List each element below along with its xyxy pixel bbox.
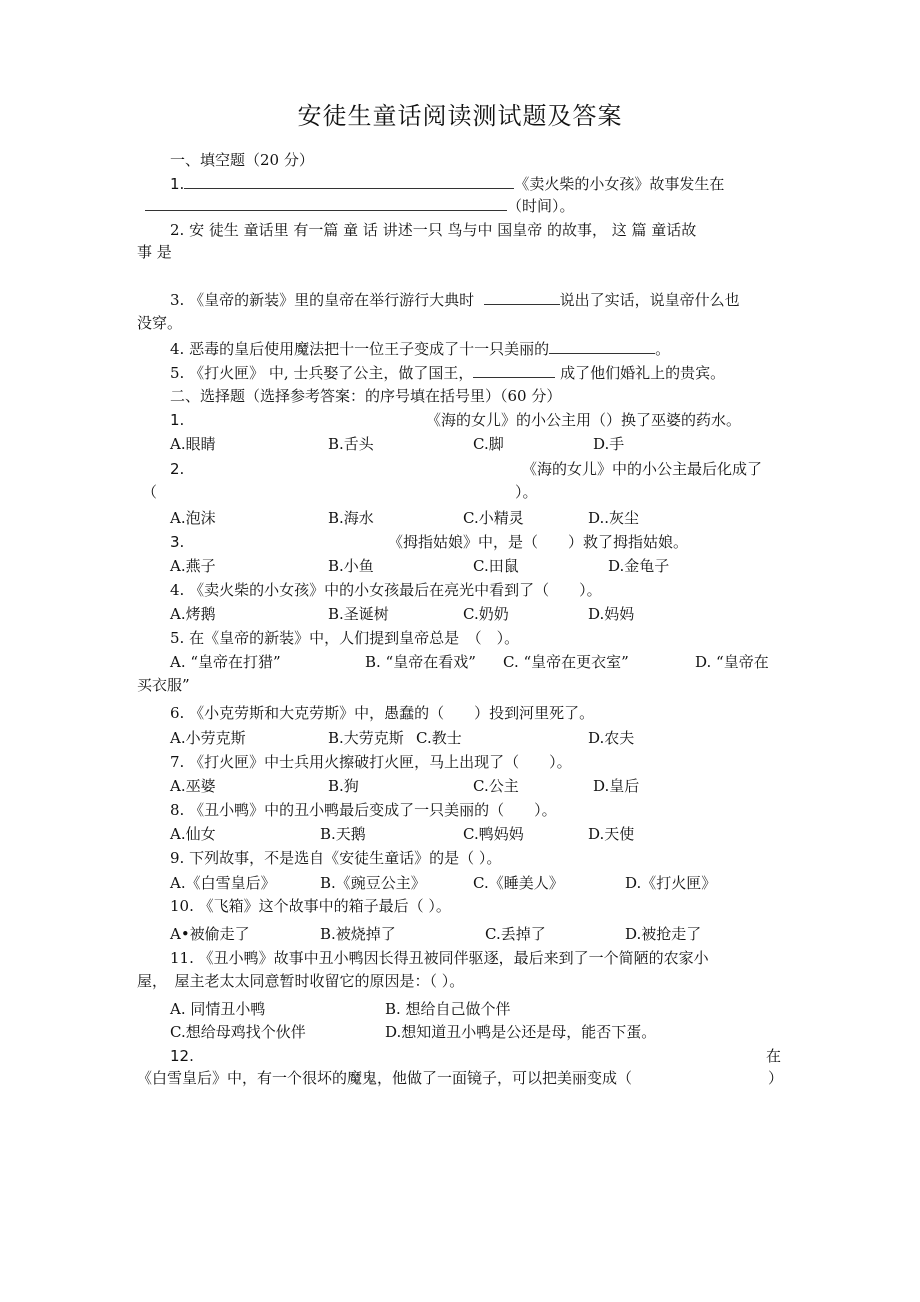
choice-q12-text: 《白雪皇后》中，有一个很坏的魔鬼，他做了一面镜子，可以把美丽变成（	[137, 1069, 633, 1087]
choice-q10-text: 10. 《飞箱》这个故事中的箱子最后（ ）。	[170, 897, 451, 915]
choice-q3-option-c[interactable]: C.田鼠	[473, 557, 519, 575]
q1-time-blank[interactable]	[145, 196, 507, 211]
choice-q8-option-a[interactable]: A.仙女	[170, 825, 216, 843]
choice-q1-option-a[interactable]: A.眼睛	[170, 435, 216, 453]
choice-q8-option-b[interactable]: B.天鹅	[320, 825, 366, 843]
section-heading-choice: 二、选择题（选择参考答案：的序号填在括号里）（60 分）	[170, 387, 562, 405]
choice-q12-right-text: 在	[766, 1047, 782, 1065]
choice-q5-option-c[interactable]: C. “皇帝在更衣室”	[503, 653, 629, 671]
choice-q7-option-d[interactable]: D.皇后	[593, 777, 640, 795]
choice-q2-text: 《海的女儿》中的小公主最后化成了	[522, 460, 763, 478]
q4-pre: 4. 恶毒的皇后使用魔法把十一位王子变成了十一只美丽的	[170, 340, 550, 358]
choice-q2-option-b[interactable]: B.海水	[328, 509, 374, 527]
choice-q5-option-a[interactable]: A. “皇帝在打猎”	[170, 653, 281, 671]
q1-blank[interactable]	[184, 174, 514, 189]
choice-q9-text: 9. 下列故事，不是选自《安徒生童话》的是（ ）。	[170, 849, 502, 867]
choice-q5-option-b[interactable]: B. “皇帝在看戏”	[365, 653, 476, 671]
choice-q7-option-b[interactable]: B.狗	[328, 777, 359, 795]
choice-q3-number: 3.	[170, 533, 185, 551]
choice-q8-option-d[interactable]: D.天使	[588, 825, 635, 843]
fill-question-4	[170, 339, 670, 359]
choice-q10-option-b[interactable]: B.被烧掉了	[320, 925, 396, 943]
fill-question-2: 2. 安 徒生 童话里 有一篇 童 话 讲述一只 鸟与中 国皇帝 的故事， 这 篇 童话故	[170, 221, 697, 239]
choice-q9-option-a[interactable]: A.《白雪皇后》	[170, 874, 276, 892]
choice-q1-text: 《海的女儿》的小公主用（）换了巫婆的药水。	[426, 411, 742, 429]
choice-q7-option-c[interactable]: C.公主	[473, 777, 519, 795]
q3-blank[interactable]	[484, 290, 560, 305]
choice-q1-option-b[interactable]: B.舌头	[328, 435, 374, 453]
choice-q4-option-c[interactable]: C.奶奶	[463, 605, 509, 623]
choice-q11-text-line2: 屋， 屋主老太太同意暂时收留它的原因是：（ ）。	[137, 972, 465, 990]
page-title: 安徒生童话阅读测试题及答案	[297, 102, 623, 130]
choice-q8-option-c[interactable]: C.鸭妈妈	[463, 825, 524, 843]
q5-post: 成了他们婚礼上的贵宾。	[560, 364, 726, 382]
fill-question-5	[170, 363, 725, 383]
choice-q5-option-d[interactable]: D. “皇帝在	[695, 653, 769, 671]
q5-pre: 5. 《打火匣》 中, 士兵娶了公主，做了国王，	[170, 364, 474, 382]
choice-q9-option-b[interactable]: B.《豌豆公主》	[320, 874, 426, 892]
choice-q3-option-a[interactable]: A.燕子	[170, 557, 216, 575]
choice-q3-option-b[interactable]: B.小鱼	[328, 557, 374, 575]
choice-q9-option-d[interactable]: D.《打火匣》	[625, 874, 717, 892]
choice-q7-option-a[interactable]: A.巫婆	[170, 777, 216, 795]
fill-question-1	[170, 174, 724, 194]
choice-q6-option-c[interactable]: C.教士	[416, 729, 462, 747]
choice-q2-number: 2.	[170, 460, 185, 478]
q1-text: 《卖火柴的小女孩》故事发生在	[514, 175, 725, 193]
choice-q11-option-b[interactable]: B. 想给自己做个伴	[385, 1000, 511, 1018]
choice-q5-text: 5. 在《皇帝的新装》中，人们提到皇帝总是 （ ）。	[170, 629, 520, 647]
section-heading-fill-in: 一、填空题（20 分）	[170, 151, 314, 169]
choice-q11-option-c[interactable]: C.想给母鸡找个伙伴	[170, 1023, 306, 1041]
choice-q3-text: 《拇指姑娘》中，是（ ）救了拇指姑娘。	[388, 533, 689, 551]
choice-q6-option-a[interactable]: A.小劳克斯	[170, 729, 246, 747]
choice-q6-text: 6. 《小克劳斯和大克劳斯》中，愚蠢的（ ）投到河里死了。	[170, 704, 595, 722]
choice-q11-option-d[interactable]: D.想知道丑小鸭是公还是母，能否下蛋。	[385, 1023, 657, 1041]
choice-q4-option-d[interactable]: D.妈妈	[588, 605, 635, 623]
choice-q10-option-a[interactable]: A•被偷走了	[170, 925, 250, 943]
choice-q2-option-c[interactable]: C.小精灵	[463, 509, 524, 527]
choice-q3-option-d[interactable]: D.金龟子	[608, 557, 670, 575]
q3-post: 说出了实话，说皇帝什么也	[559, 291, 740, 309]
choice-q8-text: 8. 《丑小鸭》中的丑小鸭最后变成了一只美丽的（ ）。	[170, 801, 557, 819]
q5-blank[interactable]	[473, 363, 555, 378]
choice-q11-text: 11. 《丑小鸭》故事中丑小鸭因长得丑被同伴驱逐，最后来到了一个简陋的农家小	[170, 949, 709, 967]
choice-q7-text: 7. 《打火匣》中士兵用火擦破打火匣，马上出现了（ ）。	[170, 753, 572, 771]
fill-question-2-line2: 事 是	[137, 243, 172, 261]
choice-q2-option-a[interactable]: A.泡沫	[170, 509, 216, 527]
q1-tail: （时间）。	[507, 197, 575, 215]
choice-q9-option-c[interactable]: C.《睡美人》	[473, 874, 564, 892]
choice-q11-option-a[interactable]: A. 同情丑小鸭	[170, 1000, 266, 1018]
q3-pre: 3. 《皇帝的新装》里的皇帝在举行游行大典时	[170, 291, 475, 309]
choice-q12-close-paren: ）	[768, 1069, 784, 1087]
choice-q10-option-d[interactable]: D.被抢走了	[625, 925, 702, 943]
choice-q1-number: 1.	[170, 411, 185, 429]
choice-q1-option-c[interactable]: C.脚	[473, 435, 504, 453]
choice-q1-option-d[interactable]: D.手	[593, 435, 625, 453]
choice-q5-option-d-wrap: 买衣服”	[137, 676, 190, 694]
choice-q2-close-paren: ）。	[515, 483, 538, 501]
q1-number: 1.	[170, 175, 185, 193]
fill-question-3-line2: 没穿。	[137, 314, 183, 332]
choice-q6-option-d[interactable]: D.农夫	[588, 729, 635, 747]
choice-q10-option-c[interactable]: C.丢掉了	[485, 925, 546, 943]
q4-post: 。	[655, 340, 671, 358]
q4-blank[interactable]	[549, 339, 655, 354]
choice-q2-open-paren: （	[142, 483, 158, 501]
choice-q2-option-d[interactable]: D..灰尘	[588, 509, 640, 527]
fill-question-3	[170, 290, 740, 310]
choice-q4-option-a[interactable]: A.烤鹅	[170, 605, 216, 623]
choice-q12-number: 12.	[170, 1047, 194, 1065]
choice-q4-text: 4. 《卖火柴的小女孩》中的小女孩最后在亮光中看到了（ ）。	[170, 581, 602, 599]
fill-question-1-line2	[145, 196, 575, 216]
choice-q6-option-b[interactable]: B.大劳克斯	[328, 729, 404, 747]
choice-q4-option-b[interactable]: B.圣诞树	[328, 605, 389, 623]
